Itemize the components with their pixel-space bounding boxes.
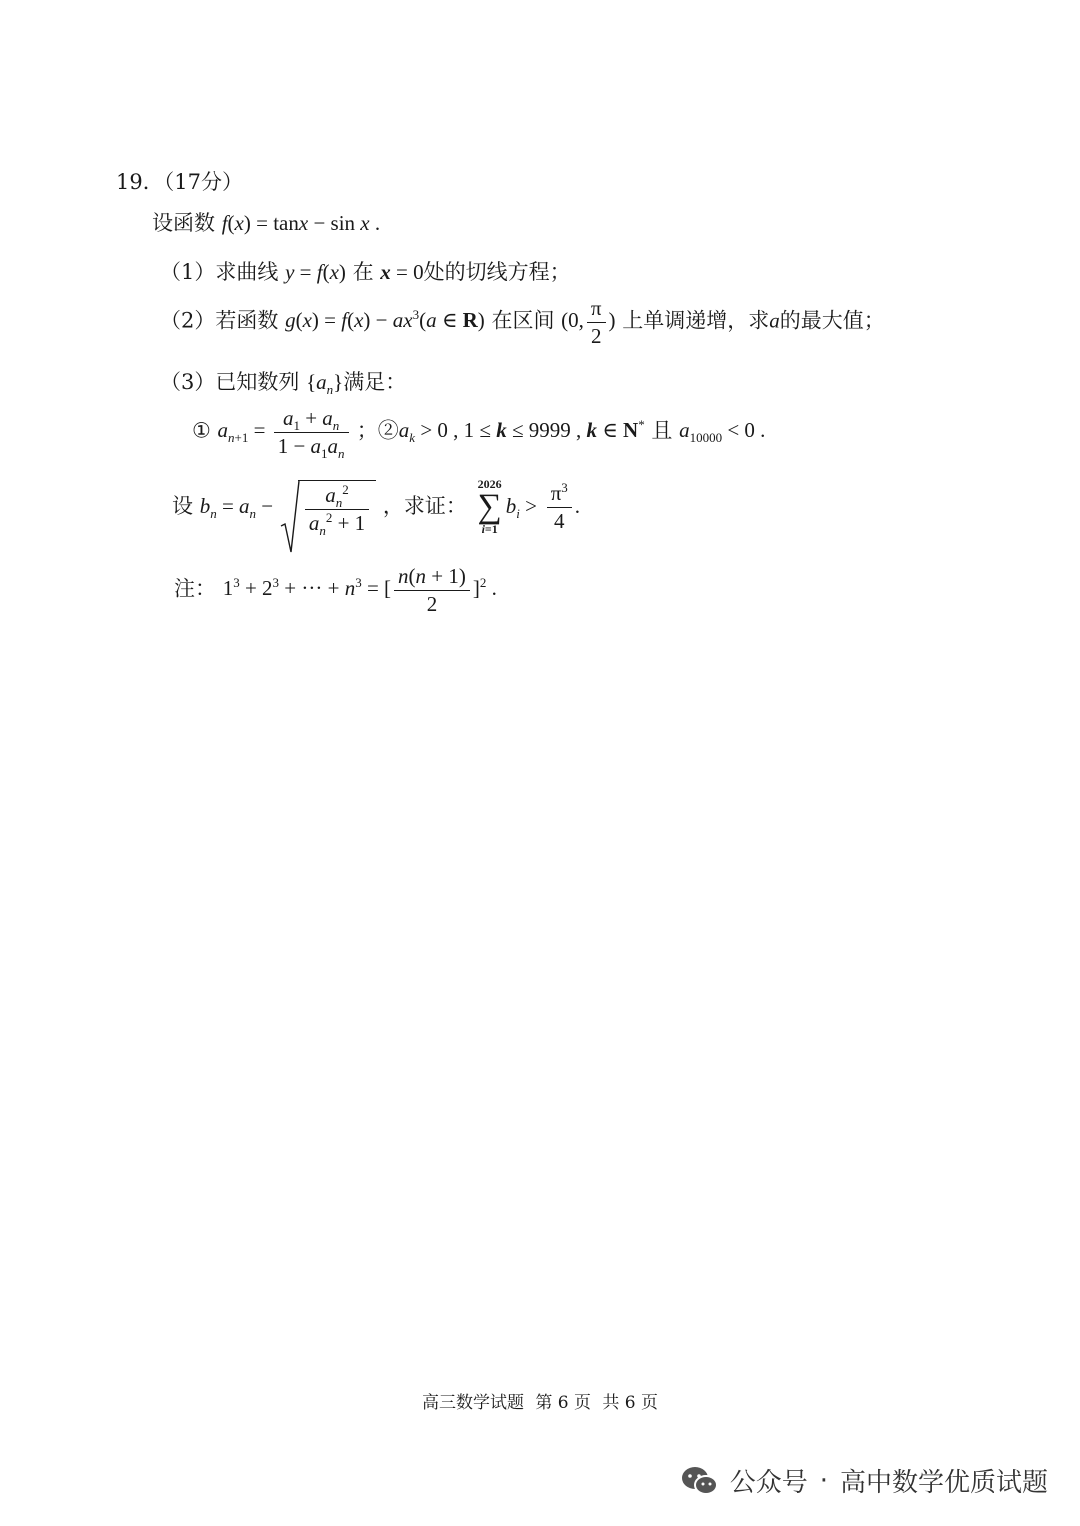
conditions: ① $a_{n+1}$ = $\frac{a_1 + a_n}{1 - a_1a_n}$ ；$②a_k > 0$ , 1 ≤ k ≤ 9999 , k ∈ N* 且 $a_{10000} < 0$ .	[192, 406, 766, 462]
b-definition-and-claim: 设 $b_n = a_n$ − $\frac{a_n^2}{a_n^2 + 1}$ ，求证： 2026 ∑ i=1 $b_i$ > $\frac{\pi^3}{4}$ .	[172, 478, 580, 537]
radical-sign-icon	[280, 480, 300, 554]
watermark-name: 高中数学优质试题	[839, 1468, 1048, 1498]
square-root: $\frac{a_n^2}{a_n^2 + 1}$	[280, 480, 376, 534]
note-formula: 注： $1^3 + 2^3$ + ··· + $n^3$ = [ $\frac{n(n + 1)}{2}$ ]$^2$ .	[174, 564, 497, 616]
wechat-icon	[680, 1464, 720, 1498]
watermark-dot: ·	[819, 1465, 828, 1496]
summation: 2026 ∑ i=1	[477, 477, 502, 537]
function-definition: 设函数 f(x) = tanx − sin x .	[152, 211, 381, 235]
watermark	[680, 1462, 1048, 1499]
part-3: （3）已知数列 $\{a_n\}$满足：	[160, 370, 407, 398]
watermark-label: 公众号	[729, 1468, 808, 1498]
footer-page: 第 6 页	[535, 1393, 591, 1413]
footer-subject: 高三数学试题	[421, 1393, 524, 1413]
question-number: 19．（17分）	[116, 170, 243, 194]
part-1: （1）求曲线 y = f(x) 在 x = 0处的切线方程；	[160, 260, 571, 284]
footer-total: 共 6 页	[602, 1393, 659, 1413]
part-2: （2）若函数 $g(x) = f(x) - ax^3(a$ ∈ R) 在区间 (0, $\frac{\pi}{2}$ ) 上单调递增，求a的最大值；	[160, 296, 885, 348]
page-footer	[0, 1388, 1080, 1413]
